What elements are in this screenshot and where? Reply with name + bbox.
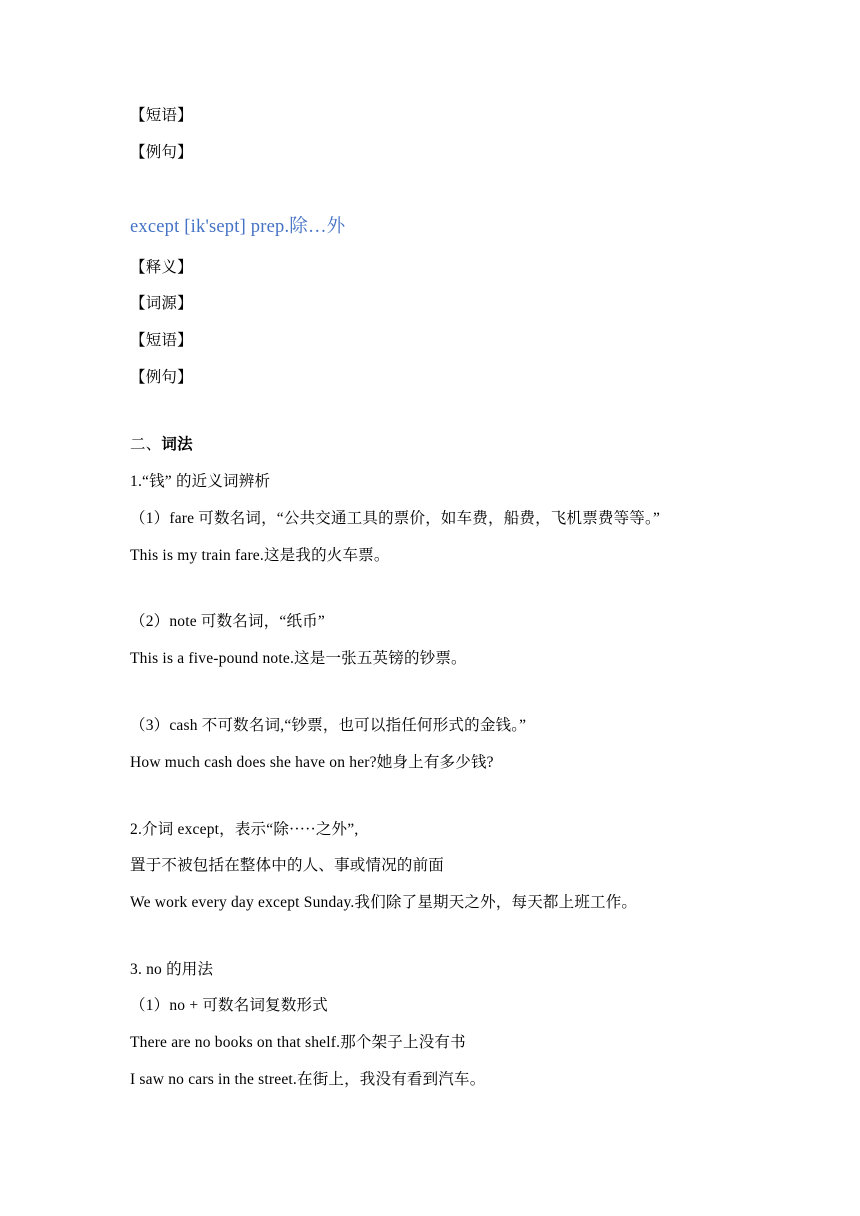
item-cash: （3）cash 不可数名词,“钞票，也可以指任何形式的金钱。” [130,717,527,734]
except-usage-note: 置于不被包括在整体中的人、事或情况的前面 [130,857,445,874]
label-examples: 【例句】 [130,144,193,161]
subheading-no-usage: 3. no 的用法 [130,961,214,978]
example-fare: This is my train fare.这是我的火车票。 [130,547,390,564]
section-heading-grammar [130,435,193,455]
example-note: This is a five-pound note.这是一张五英镑的钞票。 [130,650,467,667]
label-phrases: 【短语】 [130,107,193,124]
label-etymology: 【词源】 [130,295,193,312]
example-cash: How much cash does she have on her?她身上有多少钱? [130,754,494,771]
label-phrases: 【短语】 [130,332,193,349]
label-examples: 【例句】 [130,369,193,386]
subheading-money-synonyms: 1.“钱” 的近义词辨析 [130,473,271,490]
item-no-plural: （1）no + 可数名词复数形式 [130,997,328,1014]
label-definition: 【释义】 [130,259,193,276]
item-note: （2）note 可数名词，“纸币” [130,613,325,630]
section-number: 二、 [130,436,162,453]
subheading-except: 2.介词 except，表示“除·····之外”, [130,821,359,838]
example-no-cars: I saw no cars in the street.在街上，我没有看到汽车。 [130,1071,486,1088]
item-fare: （1）fare 可数名词，“公共交通工具的票价，如车费，船费，飞机票费等等。” [130,510,661,527]
example-no-books: There are no books on that shelf.那个架子上没有书 [130,1034,466,1051]
section-title: 词法 [161,436,193,453]
entry-heading-except: except [ik'sept] prep.除…外 [130,217,346,237]
example-except: We work every day except Sunday.我们除了星期天之外，每天都上班工作。 [130,894,638,911]
